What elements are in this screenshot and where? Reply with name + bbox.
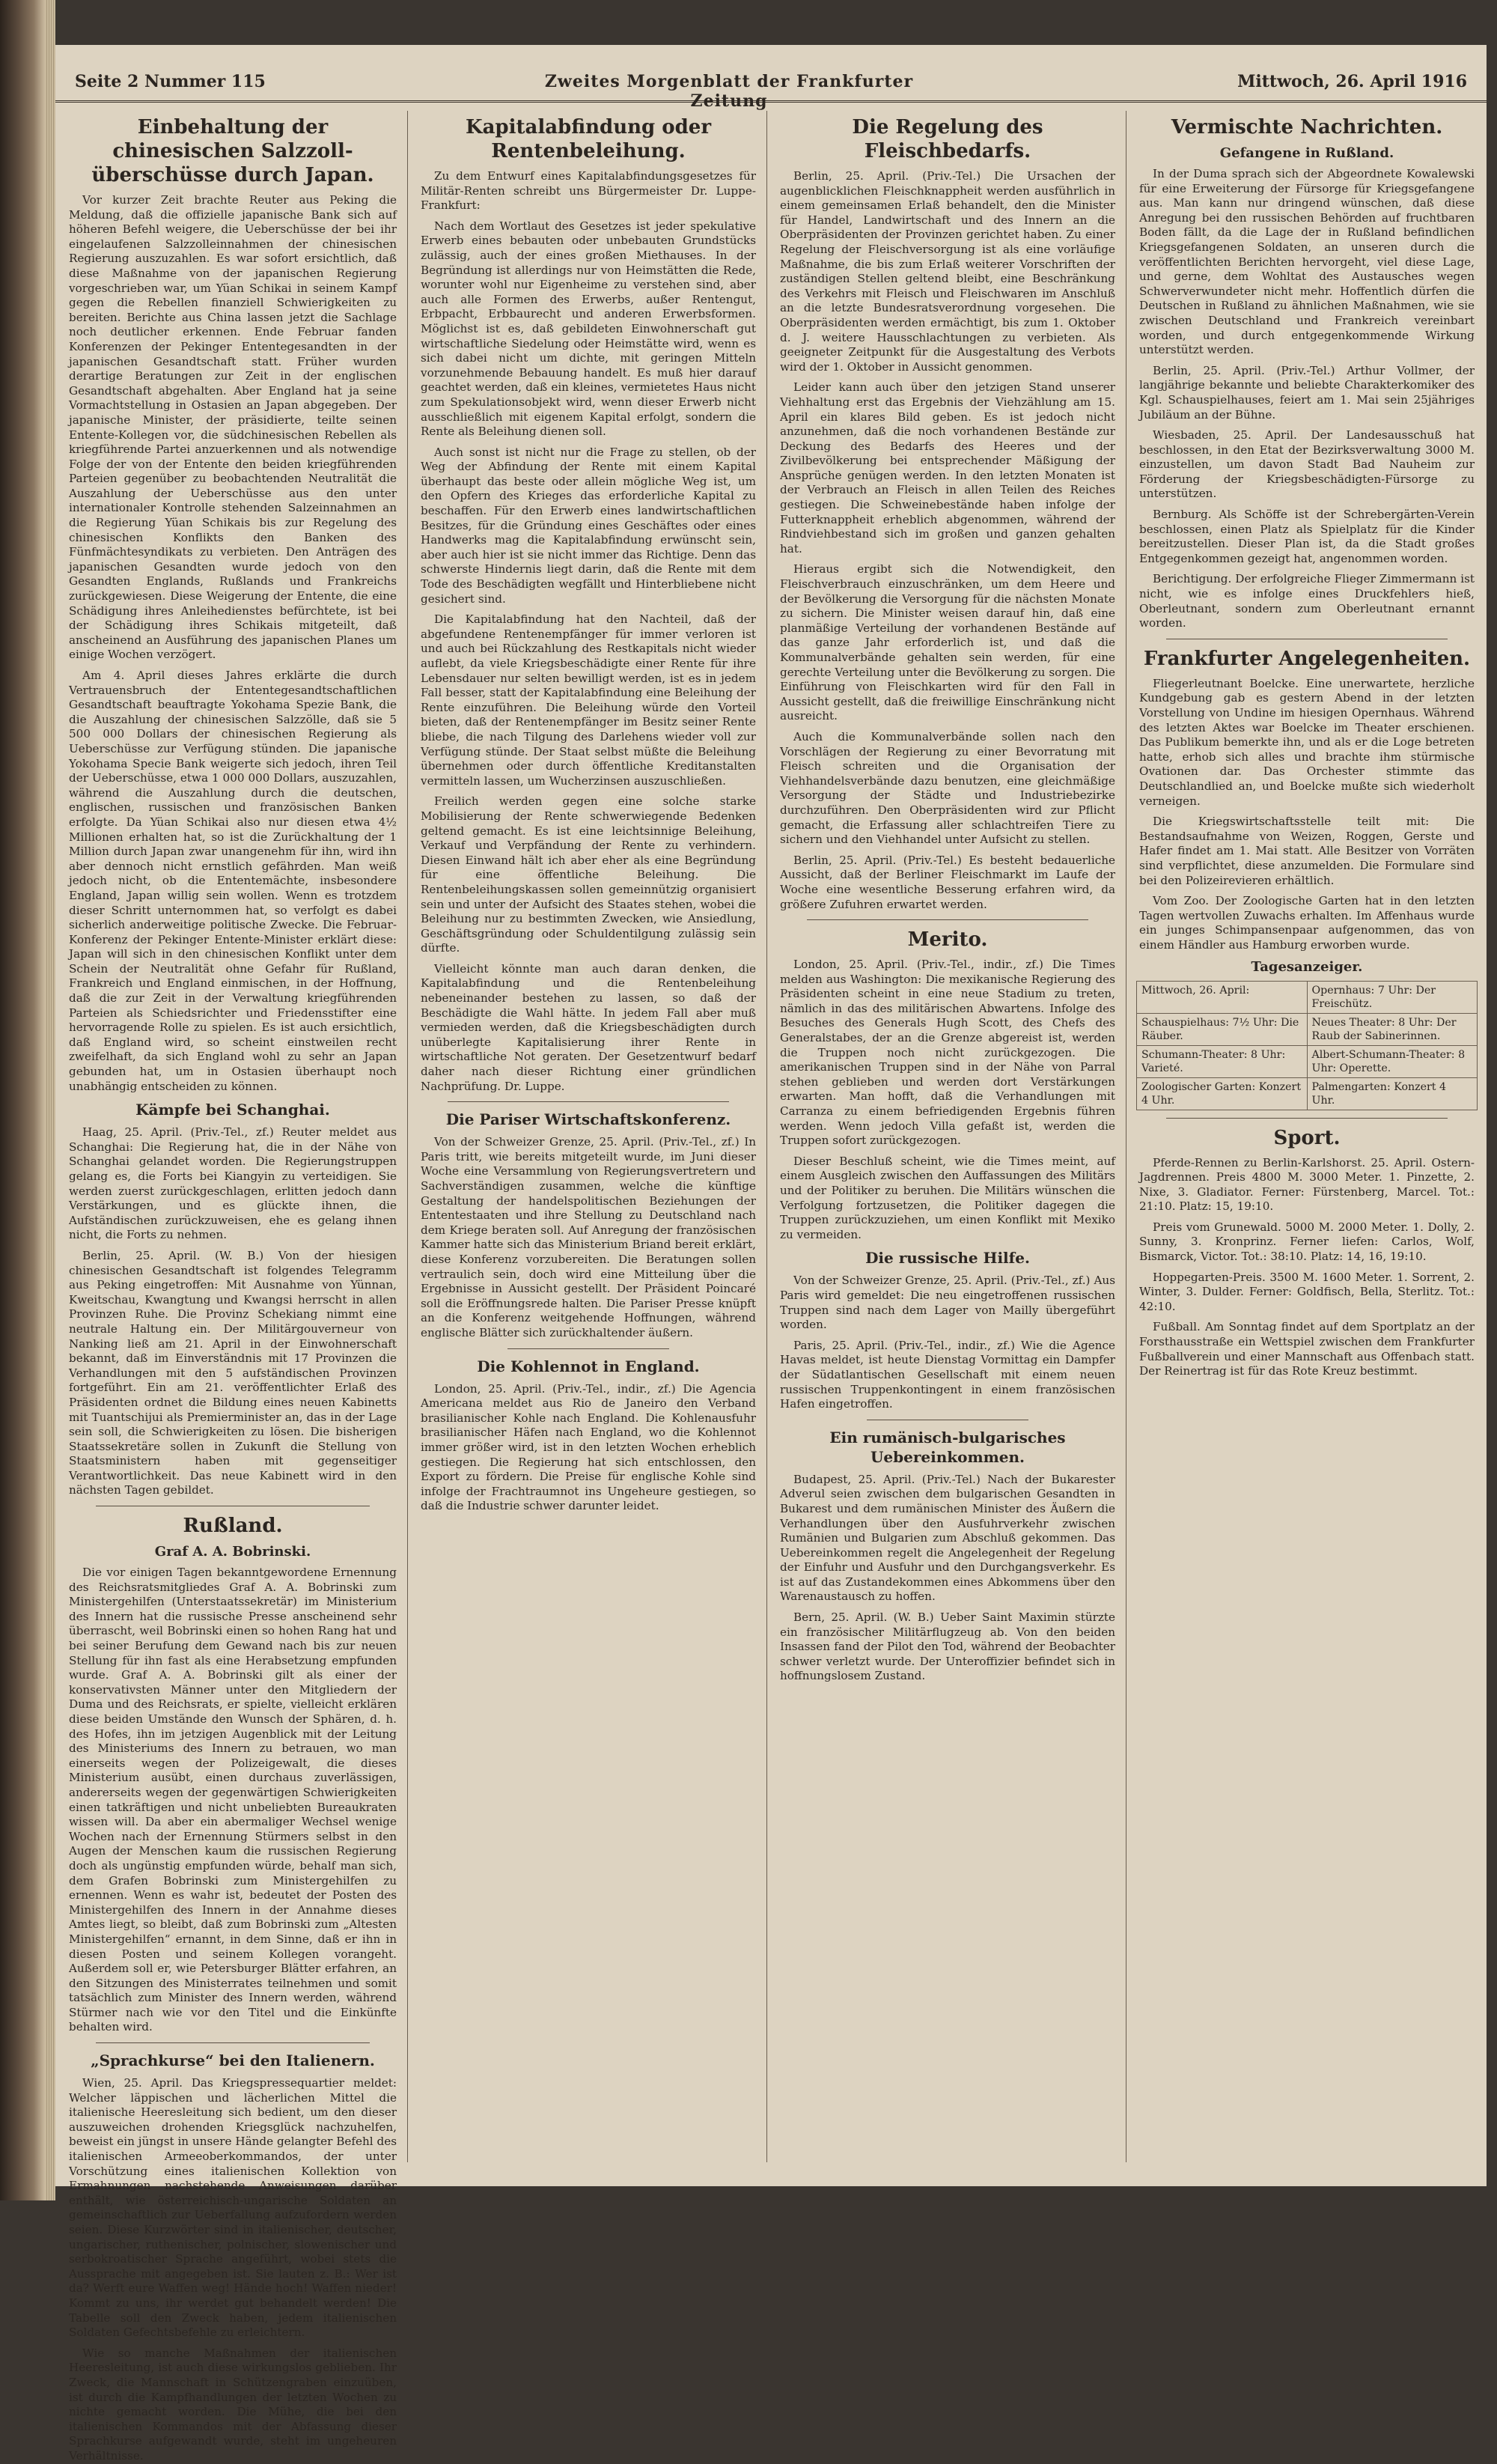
column-3 bbox=[777, 111, 1118, 2162]
article-headline: „Sprachkurse“ bei den Italienern. bbox=[91, 2051, 375, 2070]
separator bbox=[448, 1101, 729, 1102]
article-paragraph: Nach dem Wortlaut des Gesetzes ist jeder spekulative Erwerb eines bebauten oder unbebauten Grundstücks zulässig, auch der eines großen Miethauses. In der Begründung ist allerdings nur von Heimstätten die Rede, worunter wohl nur Eigenheime zu verstehen sind, aber auch alle Formen des Erwerbs, außer Rentengut, Erbpacht, Erbbaurecht und anderen Erwerbsformen. Möglichst ist es, daß gebildeten Einwohnerschaft gut wirtschaftliche Siedelung oder Heimstätte wird, wenn es sich dabei nicht um dichte, mit geringen Mitteln vorzunehmende Bebauung handelt. Es muß hier darauf geachtet werden, daß ein kleines, vermietetes Haus nicht zum Spekulationsobjekt wird, wenn dieser Erwerb nicht ausschließlich mit eigenem Kapital erfolgt, sondern die Rente als Beleihung dienen soll. bbox=[421, 219, 756, 439]
article-paragraph: Von der Schweizer Grenze, 25. April. (Priv.-Tel., zf.) Aus Paris wird gemeldet: Die neu eingetroffenen russischen Truppen sind nach dem Lager von Mailly übergeführt worden. bbox=[780, 1274, 1115, 1332]
article-paragraph: Wiesbaden, 25. April. Der Landesausschuß hat beschlossen, in den Etat der Bezirksverwaltung 3000 M. einzustellen, um davon Stadt Bad Nauheim zur Förderung der Kriegsbeschädigten-Fürsorge zu unterstützen. bbox=[1139, 428, 1475, 501]
article-paragraph: Wien, 25. April. Das Kriegspressequartier meldet: Welcher läppischen und lächerlichen Mittel die italienische Heeresleitung sich bedient, um den dieser auszuweichen drohenden Kriegsglück nachzuhelfen, beweist ein jüngst in unsere Hände gelangter Befehl des italienischen Armeeoberkommandos, der unter Vorschützung eines italienischen Kollektion von Ermahnungen nachstehende Anweisungen darüber enthält, wie österreichisch-ungarische Soldaten an gemeinschaftlich zur Ueberfallung aufzufordern werden seien. Diese Kurzwörter sind in italienischer, deutscher, ungarischer, ruthenischer, polnischer, slowenischer und serbokroatischer Sprache angeführt, wobei stets die Aussprache mit angegeben ist. Sie lauten z. B.: Wer ist da? Werft eure Waffen weg! Hände hoch! Waffen nieder! Kommt zu uns, ihr werdet gut behandelt werden! Die Tabelle soll den Zweck haben, jedem italienischen Soldaten Gefechtsbefehle zu erleichtern. bbox=[69, 2076, 397, 2340]
article-paragraph: London, 25. April. (Priv.-Tel., indir., zf.) Die Agencia Americana meldet aus Rio de Janeiro den Verband brasilianischer Kohle nach England. Die Kohlenausfuhr brasilianischer Häfen nach England, wo die Kohlennot immer größer wird, ist in den letzten Wochen erheblich gestiegen. Die Regierung hat sich entschlossen, den Export zu fördern. Die Preise für englische Kohle sind infolge der Frachtraumnot ins Ungeheure gestiegen, so daß die Industrie schwer darunter leidet. bbox=[421, 1381, 756, 1513]
column-4 bbox=[1136, 111, 1478, 2162]
section-headline: Rußland. bbox=[183, 1515, 283, 1538]
column-1 bbox=[66, 111, 400, 2463]
newspaper-page bbox=[55, 45, 1487, 2463]
event-table bbox=[1136, 981, 1478, 1110]
page-edges bbox=[45, 0, 55, 2200]
separator bbox=[1166, 1118, 1448, 1119]
separator bbox=[96, 2042, 370, 2043]
article-paragraph: Berichtigung. Der erfolgreiche Flieger Zimmermann ist nicht, wie es infolge eines Druckfehlers hieß, Oberleutnant, sondern zum Oberleutnant ernannt worden. bbox=[1139, 572, 1475, 630]
table-title: Tagesanzeiger. bbox=[1251, 958, 1363, 975]
article-paragraph: Von der Schweizer Grenze, 25. April. (Priv.-Tel., zf.) In Paris tritt, wie bereits mitgeteilt wurde, im Juni dieser Woche eine Versammlung von Regierungsvertretern und Sachverständigen zusammen, welche die künftige Gestaltung der handelspolitischen Beziehungen der Ententestaaten und ihre Stellung zu Deutschland nach dem Kriege beraten soll. Auf Anregung der französischen Kammer hatte sich das Ministerium Briand bereit erklärt, diese Konferenz vorzubereiten. Die Beratungen sollen vertraulich sein, doch wird eine Mitteilung über die Ergebnisse in Aussicht gestellt. Der Präsident Poincaré soll die Eröffnungsrede halten. Die Pariser Presse knüpft an die Konferenz weitgehende Hoffnungen, während englische Blätter sich zurückhaltender äußern. bbox=[421, 1135, 756, 1339]
article-paragraph: In der Duma sprach sich der Abgeordnete Kowalewski für eine Erweiterung der Fürsorge für Kriegsgefangene aus. Man kann nur dringend wünschen, daß diese Anregung bei den russischen Behörden auf fruchtbaren Boden fällt, da die Lage der in Rußland befindlichen Kriegsgefangenen Soldaten, an unseren durch die veröffentlichten Berichten hervorgeht, viel diese Lage, und gerne, dem Wohltat des Austausches wegen Schwerverwundeter nicht mehr. Hoffentlich dürfen die Deutschen in Rußland zu ähnlichen Maßnahmen, wie sie zwischen Deutschland und Frankreich vereinbart worden, und durch entgegenkommende Wirkung unterstützt werden. bbox=[1139, 167, 1475, 357]
article-paragraph: Budapest, 25. April. (Priv.-Tel.) Nach der Bukarester Adverul seien zwischen dem bulgarischen Gesandten in Bukarest und dem rumänischen Minister des Äußern die Verhandlungen über den Ausfuhrverkehr zwischen Rumänien und Bulgarien zum Abschluß gekommen. Das Uebereinkommen regelt die Angelegenheit der Regelung der Einfuhr und Ausfuhr und den Durchgangsverkehr. Es ist auf das Zustandekommen eines Abkommens über den Warenaustausch zu hoffen. bbox=[780, 1472, 1115, 1604]
article-paragraph: Die Kriegswirtschaftsstelle teilt mit: Die Bestandsaufnahme von Weizen, Roggen, Gerste und Hafer findet am 1. Mai statt. Alle Besitzer von Vorräten sind verpflichtet, diese anzumelden. Die Formulare sind bei den Polizeirevieren erhältlich. bbox=[1139, 815, 1475, 887]
table-cell: Schauspielhaus: 7½ Uhr: Die Räuber. bbox=[1137, 1013, 1308, 1045]
article-headline: Die russische Hilfe. bbox=[865, 1249, 1030, 1268]
table-cell: Palmengarten: Konzert 4 Uhr. bbox=[1307, 1077, 1478, 1110]
masthead: Zweites Morgenblatt der Frankfurter Zeitung bbox=[544, 72, 914, 111]
article-paragraph: London, 25. April. (Priv.-Tel., indir., zf.) Die Times melden aus Washington: Die mexikanische Regierung des Präsidenten scheint in eine neue Stadium zu treten, nämlich in das des militärischen Abwartens. Infolge des Besuches des Generals Hugh Scott, des Chefs des Generalstabes, der an die Grenze abgereist ist, werden die Truppen noch nicht zurückgezogen. Die amerikanischen Truppen sind in der Nähe von Parral stehen geblieben und werden dort Verstärkungen erwarten. Man hofft, daß die Verhandlungen mit Carranza zu einem befriedigenden Ergebnis führen werden. Wenn jedoch Villa gefaßt ist, werden die Truppen sofort zurückgezogen. bbox=[780, 958, 1115, 1148]
article-paragraph: Preis vom Grunewald. 5000 M. 2000 Meter. 1. Dolly, 2. Sunny, 3. Kronprinz. Ferner liefen: Carlos, Wolf, Bismarck, Victor. Tot.: 38:10. Platz: 14, 16, 19:10. bbox=[1139, 1220, 1475, 1264]
book-spine bbox=[0, 0, 45, 2200]
section-headline: Sport. bbox=[1273, 1126, 1341, 1149]
article-headline: Kämpfe bei Schanghai. bbox=[135, 1101, 330, 1119]
article-headline: Die Kohlennot in England. bbox=[477, 1357, 700, 1375]
article-paragraph: Am 4. April dieses Jahres erklärte die durch Vertrauensbruch der Ententegesandtschaftlichen Gesandtschaft beauftragte Yokohama Spezie Bank, die die Auszahlung der chinesischen Salzzölle, daß sie 5 500 000 Dollars der chinesischen Regierung als Ueberschüsse zur Verfügung stünden. Die japanische Yokohama Specie Bank weigerte sich jedoch, ihren Teil der Ueberschüsse, etwa 1 000 000 Dollars, auszuzahlen, während die Auszahlung durch die deutschen, englischen, russischen und französischen Banken erfolgte. Da Yüan Schikai also nur diesen etwa 4½ Millionen erhalten hat, so ist die Zurückhaltung der 1 Million durch Japan zwar unangenehm für ihn, wird ihn aber dennoch nicht ernstlich gefährden. Man weiß jedoch nicht, ob die Ententemächte, insbesondere England, Japan willig sein wollen. Wenn es trotzdem dieser Schritt unternommen hat, so verfolgt es dabei sicherlich anderweitige politische Zwecke. Die Februar-Konferenz der Pekinger Entente-Minister erklärt diese: Japan will sich in den chinesischen Konflikt unter dem Schein der Neutralität ohne Gefahr für Rußland, Frankreich und England einmischen, in der Hoffnung, daß die zur Zeit in der Verwaltung kriegführenden Parteien als Schiedsrichter und Friedensstifter eine hervorragende Rolle zu spielen. Es ist auch ersichtlich, daß England wird, so scheint einstweilen recht zweifelhaft, da sich England wohl zu sehr an Japan gebunden hat, um in Ostasien überhaupt noch unabhängig entscheiden zu können. bbox=[69, 669, 397, 1093]
table-cell: Opernhaus: 7 Uhr: Der Freischütz. bbox=[1307, 981, 1478, 1013]
article-paragraph: Leider kann auch über den jetzigen Stand unserer Viehhaltung erst das Ergebnis der Viehzählung am 15. April ein klares Bild geben. Es ist jedoch nicht anzunehmen, daß die noch vorhandenen Bestände zur Deckung des Bedarfs des Heeres und der Zivilbevölkerung bei entsprechender Mäßigung der Ansprüche genügen werden. In den letzten Monaten ist der Verbrauch an Fleisch in allen Teilen des Reiches gestiegen. Die Schweinebestände haben infolge der Futterknappheit erheblich abgenommen, während der Rindviehbestand sich im großen und ganzen gehalten hat. bbox=[780, 380, 1115, 556]
article-headline: Merito. bbox=[907, 928, 988, 952]
article-paragraph: Berlin, 25. April. (Priv.-Tel.) Die Ursachen der augenblicklichen Fleischknappheit werden ausführlich in einem gemeinsamen Erlaß behandelt, den die Minister für Handel, Landwirtschaft und des Innern an die Oberpräsidenten der Provinzen gerichtet haben. Zu einer Regelung der Fleischversorgung ist als eine vorläufige Maßnahme, die bis zum Erlaß weiterer Vorschriften der zuständigen Stellen geltend bleibt, eine Beschränkung des Verkehrs mit Fleisch und Fleischwaren im Anschluß an die letzte Bundesratsverordnung vorgesehen. Die Oberpräsidenten werden ermächtigt, bis zum 1. Oktober d. J. weitere Hausschlachtungen zu verbieten. Als geeigneter Zeitpunkt für die Ausgestaltung des Verbots wird der 1. Oktober in Aussicht genommen. bbox=[780, 169, 1115, 374]
article-paragraph: Berlin, 25. April. (W. B.) Von der hiesigen chinesischen Gesandtschaft ist folgendes Telegramm aus Peking eingetroffen: Mit Ausnahme von Yünnan, Kweitschau, Kwangtung und Kwangsi herrscht in allen Provinzen Ruhe. Die Provinz Schekiang nimmt eine neutrale Haltung ein. Der Militärgouverneur von Nanking ließ am 21. April in der Einwohnerschaft bekannt, daß im Einverständnis mit 17 Provinzen die Verhandlungen mit den 5 aufständischen Provinzen fortgeführt. Ein am 21. veröffentlichter Erlaß des Präsidenten ordnet die Bildung eines neuen Kabinetts mit Tuantschijui als Premierminister an, das in der Lage sein soll, die Schwierigkeiten zu lösen. Die bisherigen Staatssekretäre sollen in Zukunft die Stellung von Staatsministern haben mit gegenseitiger Verantwortlichkeit. Das neue Kabinett wird in den nächsten Tagen gebildet. bbox=[69, 1248, 397, 1497]
article-paragraph: Die Kapitalabfindung hat den Nachteil, daß der abgefundene Rentenempfänger für immer verloren ist und auch bei Rückzahlung des Restkapitals nicht wieder auflebt, da viele Kriegsbeschädigte einer Rente für ihre Lebensdauer nur selten bewilligt werden, ist es in jedem Fall besser, statt der Kapitalabfindung eine Beleihung der Rente einzuführen. Die Beleihung würde den Vorteil bieten, daß der Rentenempfänger im Besitz seiner Rente bliebe, die nach Tilgung des Darlehens wieder voll zur Verfügung stünde. Der Staat selbst müßte die Beleihung übernehmen oder durch öffentliche Kreditanstalten vermitteln lassen, um Wucherzinsen auszuschließen. bbox=[421, 612, 756, 788]
table-row bbox=[1137, 1045, 1478, 1077]
article-paragraph: Auch die Kommunalverbände sollen nach den Vorschlägen der Regierung zu einer Bevorratung mit Fleisch schreiten und die Organisation der Viehhandelsverbände dazu benutzen, eine gleichmäßige Versorgung der Städte und Industriebezirke durchzuführen. Den Oberpräsidenten wird zur Pflicht gemacht, die Erfassung aller schlachtreifen Tiere zu sichern und den Viehhandel unter Aufsicht zu stellen. bbox=[780, 729, 1115, 847]
article-paragraph: Vielleicht könnte man auch daran denken, die Kapitalabfindung und die Rentenbeleihung nebeneinander bestehen zu lassen, so daß der Beschädigte die Wahl hätte. In jedem Fall aber muß vermieden werden, daß die Kriegsbeschädigten durch unüberlegte Kapitalisierung ihrer Rente in wirtschaftliche Not geraten. Der Gesetzentwurf bedarf daher nach dieser Richtung einer gründlichen Nachprüfung. Dr. Luppe. bbox=[421, 961, 756, 1093]
article-paragraph: Wie so manche Maßnahmen der italienischen Heeresleitung, ist auch diese wirkungslos geblieben. Ihr Zweck, die Mannschaft in Schützengraben einzuüben, ist durch die Kampfhandlungen der letzten Wochen zu nichte gemacht worden. Die Mühe, die bei den italienischen Kommandos mit der Abfassung dieser Sprachkurse aufgewandt wurde, steht im ungeheuren Verhältnisse. bbox=[69, 2346, 397, 2463]
table-cell: Mittwoch, 26. April: bbox=[1137, 981, 1308, 1013]
issue-date: Mittwoch, 26. April 1916 bbox=[1237, 72, 1467, 91]
article-paragraph: Hoppegarten-Preis. 3500 M. 1600 Meter. 1. Sorrent, 2. Winter, 3. Dulder. Ferner: Goldfisch, Bella, Sterlitz. Tot.: 42:10. bbox=[1139, 1270, 1475, 1313]
column-rule bbox=[766, 111, 767, 2162]
article-paragraph: Bern, 25. April. (W. B.) Ueber Saint Maximin stürzte ein französischer Militärflugzeug ab. Von den beiden Insassen fand der Pilot den Tod, während der Beobachter schwer verletzt wurde. Der Unteroffizier befindet sich in hoffnungslosem Zustand. bbox=[780, 1610, 1115, 1683]
table-row bbox=[1137, 1013, 1478, 1045]
article-headline: Ein rumänisch-bulgarisches Uebereinkommen. bbox=[829, 1428, 1066, 1466]
separator bbox=[807, 919, 1088, 920]
article-paragraph: Hieraus ergibt sich die Notwendigkeit, den Fleischverbrauch einzuschränken, um dem Heere und der Bevölkerung die Versorgung für die nächsten Monate zu sichern. Die Minister weisen darauf hin, daß eine planmäßige Verteilung der vorhandenen Bestände auf das ganze Jahr erforderlich ist, und daß die Kommunalverbände gehalten sein werden, für eine gerechte Verteilung unter die Bevölkerung zu sorgen. Die Einführung von Fleischkarten wird für den Fall in Aussicht gestellt, daß die freiwillige Einschränkung nicht ausreicht. bbox=[780, 562, 1115, 723]
table-row bbox=[1137, 1077, 1478, 1110]
page-number: Seite 2 Nummer 115 bbox=[75, 72, 266, 91]
article-subheadline: Gefangene in Rußland. bbox=[1219, 145, 1394, 161]
article-headline: Kapitalabfindung oder Rentenbeleihung. bbox=[465, 116, 712, 162]
article-paragraph: Vom Zoo. Der Zoologische Garten hat in den letzten Tagen wertvollen Zuwachs erhalten. Im Affenhaus wurde ein junges Schimpansenpaar aufgenommen, das von einem Händler aus Hamburg erworben wurde. bbox=[1139, 894, 1475, 952]
column-2 bbox=[418, 111, 759, 2162]
column-rule bbox=[407, 111, 408, 2162]
table-row bbox=[1137, 981, 1478, 1013]
article-paragraph: Dieser Beschluß scheint, wie die Times meint, auf einem Ausgleich zwischen den Auffassungen des Militärs und der Politiker zu beruhen. Die Militärs wünschen die Verfolgung fortzusetzen, die Politiker dagegen die Truppen zurückzuziehen, um einen Konflikt mit Mexiko zu vermeiden. bbox=[780, 1154, 1115, 1241]
page-header bbox=[55, 67, 1487, 111]
article-paragraph: Auch sonst ist nicht nur die Frage zu stellen, ob der Weg der Abfindung der Rente mit einem Kapital überhaupt das beste oder allein mögliche Weg ist, um den Opfern des Krieges das erforderliche Kapital zu beschaffen. Für den Erwerb eines landwirtschaftlichen Besitzes, für die Gründung eines Geschäftes oder eines Handwerks mag die Kapitalabfindung erwünscht sein, aber auch hier ist sie nicht immer das Richtige. Denn das schwerste Hindernis liegt darin, daß die Rente mit dem Tode des Beschädigten wegfällt und Hinterbliebene nicht gesichert sind. bbox=[421, 445, 756, 606]
article-subheadline: Graf A. A. Bobrinski. bbox=[154, 1544, 311, 1560]
article-paragraph: Fliegerleutnant Boelcke. Eine unerwartete, herzliche Kundgebung gab es gestern Abend in der letzten Vorstellung von Undine im hiesigen Opernhaus. Während des letzten Aktes war Boelcke im Theater erschienen. Das Publikum bemerkte ihn, und als er die Loge betreten hatte, erhob sich alles und brachte ihm stürmische Ovationen dar. Das Orchester stimmte das Deutschlandlied an, und Boelcke mußte sich wiederholt verneigen. bbox=[1139, 676, 1475, 808]
article-headline: Die Pariser Wirtschaftskonferenz. bbox=[445, 1110, 731, 1129]
article-paragraph: Berlin, 25. April. (Priv.-Tel.) Arthur Vollmer, der langjährige bekannte und beliebte Charakterkomiker des Kgl. Schauspielhauses, feiert am 1. Mai sein 25jähriges Jubiläum an der Bühne. bbox=[1139, 363, 1475, 422]
table-cell: Albert-Schumann-Theater: 8 Uhr: Operette. bbox=[1307, 1045, 1478, 1077]
section-headline: Frankfurter Angelegenheiten. bbox=[1143, 647, 1471, 670]
article-paragraph: Vor kurzer Zeit brachte Reuter aus Peking die Meldung, daß die offizielle japanische Bank sich auf höheren Befehl weigere, die Ueberschüsse der bei ihr eingelaufenen Salzzolleinnahmen der chinesischen Regierung auszuzahlen. Es war sofort ersichtlich, daß diese Maßnahme von der japanischen Regierung vorgeschrieben war, um Yüan Schikai in seinem Kampf gegen die Rebellen finanziell Schwierigkeiten zu bereiten. Berichte aus China lassen jetzt die Sachlage noch deutlicher erkennen. Ende Februar fanden Konferenzen der Pekinger Ententegesandten in der japanischen Gesandtschaft statt. Früher wurden derartige Beratungen zur Zeit in der englischen Gesandtschaft abgehalten. Aber England hat ja seine Vormachtstellung in Ostasien an Japan abgegeben. Der japanische Minister, der präsidierte, teilte seinen Entente-Kollegen vor, die südchinesischen Rebellen als kriegführende Partei anzuerkennen und als notwendige Folge der von der Entente den beiden kriegführenden Parteien gegenüber zu beobachtenden Neutralität die Auszahlung der Ueberschüsse aus den unter internationaler Kontrolle stehenden Salzeinnahmen an die Regierung Yüan Schikais bis zur Regelung des chinesischen Konflikts den Banken des Fünfmächtesyndikats zu verbieten. Den Anträgen des japanischen Gesandten wurde jedoch von den Gesandten Englands, Rußlands und Frankreichs zurückgewiesen. Diese Weigerung der Entente, die eine Schädigung ihres Anleihedienstes befürchtete, ist bei der Schädigung ihres Schikais mitgeteilt, daß anscheinend an Ausführung des japanischen Planes um einige Wochen verzögert. bbox=[69, 193, 397, 662]
article-paragraph: Freilich werden gegen eine solche starke Mobilisierung der Rente schwerwiegende Bedenken geltend gemacht. Es ist eine leichtsinnige Beleihung, Verkauf und Verpfändung der Rente zu verhindern. Diesen Einwand hält ich aber eher als eine Begründung für eine öffentliche Beleihung. Die Rentenbeleihungskassen sollen gemeinnützig organisiert sein und unter der Aufsicht des Staates stehen, wobei die Beleihung nur zu bestimmten Zwecken, wie Ansiedlung, Geschäftsgründung oder Schuldentilgung zulässig sein dürfte. bbox=[421, 794, 756, 955]
article-headline: Die Regelung des Fleischbedarfs. bbox=[852, 116, 1043, 162]
article-paragraph: Pferde-Rennen zu Berlin-Karlshorst. 25. April. Ostern-Jagdrennen. Preis 4800 M. 3000 Meter. 1. Pinzette, 2. Nixe, 3. Gladiator. Ferner: Fürstenberg, Marcel. Tot.: 21:10. Platz: 15, 19:10. bbox=[1139, 1155, 1475, 1214]
separator bbox=[507, 1348, 669, 1349]
article-paragraph: Fußball. Am Sonntag findet auf dem Sportplatz an der Forsthausstraße ein Wettspiel zwischen dem Frankfurter Fußballverein und einer Mannschaft aus Offenbach statt. Der Reinertrag ist für das Rote Kreuz bestimmt. bbox=[1139, 1320, 1475, 1378]
article-paragraph: Haag, 25. April. (Priv.-Tel., zf.) Reuter meldet aus Schanghai: Die Regierung hat, die in der Nähe von Schanghai gelandet worden. Die Regierungstruppen gelang es, die Forts bei Kiangyin zu verteidigen. Sie werden zuerst zurückgeschlagen, erlitten jedoch dann Verstärkungen, und es glückte ihnen, die Aufständischen zurückzuweisen, ehe es gelang ihnen nicht, die Forts zu nehmen. bbox=[69, 1125, 397, 1242]
section-headline: Vermischte Nachrichten. bbox=[1171, 116, 1443, 139]
article-paragraph: Bernburg. Als Schöffe ist der Schrebergärten-Verein beschlossen, einen Platz als Spielplatz für die Kinder bereitzustellen. Dieser Plan ist, da die Stadt großes Entgegenkommen gezeigt hat, angenommen worden. bbox=[1139, 508, 1475, 565]
article-paragraph: Paris, 25. April. (Priv.-Tel., indir., zf.) Wie die Agence Havas meldet, ist heute Dienstag Vormittag ein Dampfer der Südatlantischen Gesellschaft mit einem neuen russischen Truppenkontingent in einem französischen Hafen eingetroffen. bbox=[780, 1338, 1115, 1411]
article-paragraph: Zu dem Entwurf eines Kapitalabfindungsgesetzes für Militär-Renten schreibt uns Bürgermeister Dr. Luppe-Frankfurt: bbox=[421, 169, 756, 213]
article-headline: Einbehaltung der chinesischen Salzzollüberschüsse durch Japan. bbox=[91, 116, 374, 186]
article-paragraph: Berlin, 25. April. (Priv.-Tel.) Es besteht bedauerliche Aussicht, daß der Berliner Fleischmarkt im Laufe der Woche eine wesentliche Besserung erfahren wird, da größere Zufuhren erwartet werden. bbox=[780, 853, 1115, 911]
article-paragraph: Die vor einigen Tagen bekanntgewordene Ernennung des Reichsratsmitgliedes Graf A. A. Bobrinski zum Ministergehilfen (Unterstaatssekretär) im Ministerium des Innern hat die russische Presse anscheinend sehr überrascht, weil Bobrinski einen so hohen Rang hat und bei seiner Berufung dem Gewand nach bis zur neuen Stellung für ihn fast als eine Herabsetzung empfunden wurde. Graf A. A. Bobrinski gilt als einer der konservativsten Männer unter den Mitgliedern der Duma und des Reichsrats, er spielte, vielleicht erklären diese beiden Umstände den Wunsch der Sphären, d. h. des Hofes, ihn im jetzigen Augenblick mit der Leitung des Ministeriums des Innern zu betrauen, wo man einerseits wegen der Polizeigewalt, die dieses Ministerium ausübt, einen durchaus zuverlässigen, andererseits wegen der gegenwärtigen Schwierigkeiten einen tatkräftigen und nicht unbeliebten Bureaukraten wissen will. Da aber ein abermaliger Wechsel wenige Wochen nach der Ernennung Stürmers selbst in den Augen der Menschen kaum die russischen Regierung doch als ungünstig empfunden würde, behalf man sich, dem Grafen Bobrinski zum Ministergehilfen zu ernennen. Wenn es wahr ist, bedeutet der Posten des Ministergehilfen des Innern in der Annahme dieses Amtes liegt, so bleibt, daß zum Bobrinski zum „Altesten Ministergehilfen“ ernannt, in dem Sinne, daß er ihn in diesen Posten und seinem Kollegen vorangeht. Außerdem soll er, wie Petersburger Blätter erfahren, an den Sitzungen des Ministerrates teilnehmen und somit tatsächlich zum Minister des Innern werden, während Stürmer nach wie vor den Titel und die Einkünfte behalten wird. bbox=[69, 1566, 397, 2034]
table-cell: Schumann-Theater: 8 Uhr: Varieté. bbox=[1137, 1045, 1308, 1077]
table-cell: Neues Theater: 8 Uhr: Der Raub der Sabinerinnen. bbox=[1307, 1013, 1478, 1045]
table-cell: Zoologischer Garten: Konzert 4 Uhr. bbox=[1137, 1077, 1308, 1110]
